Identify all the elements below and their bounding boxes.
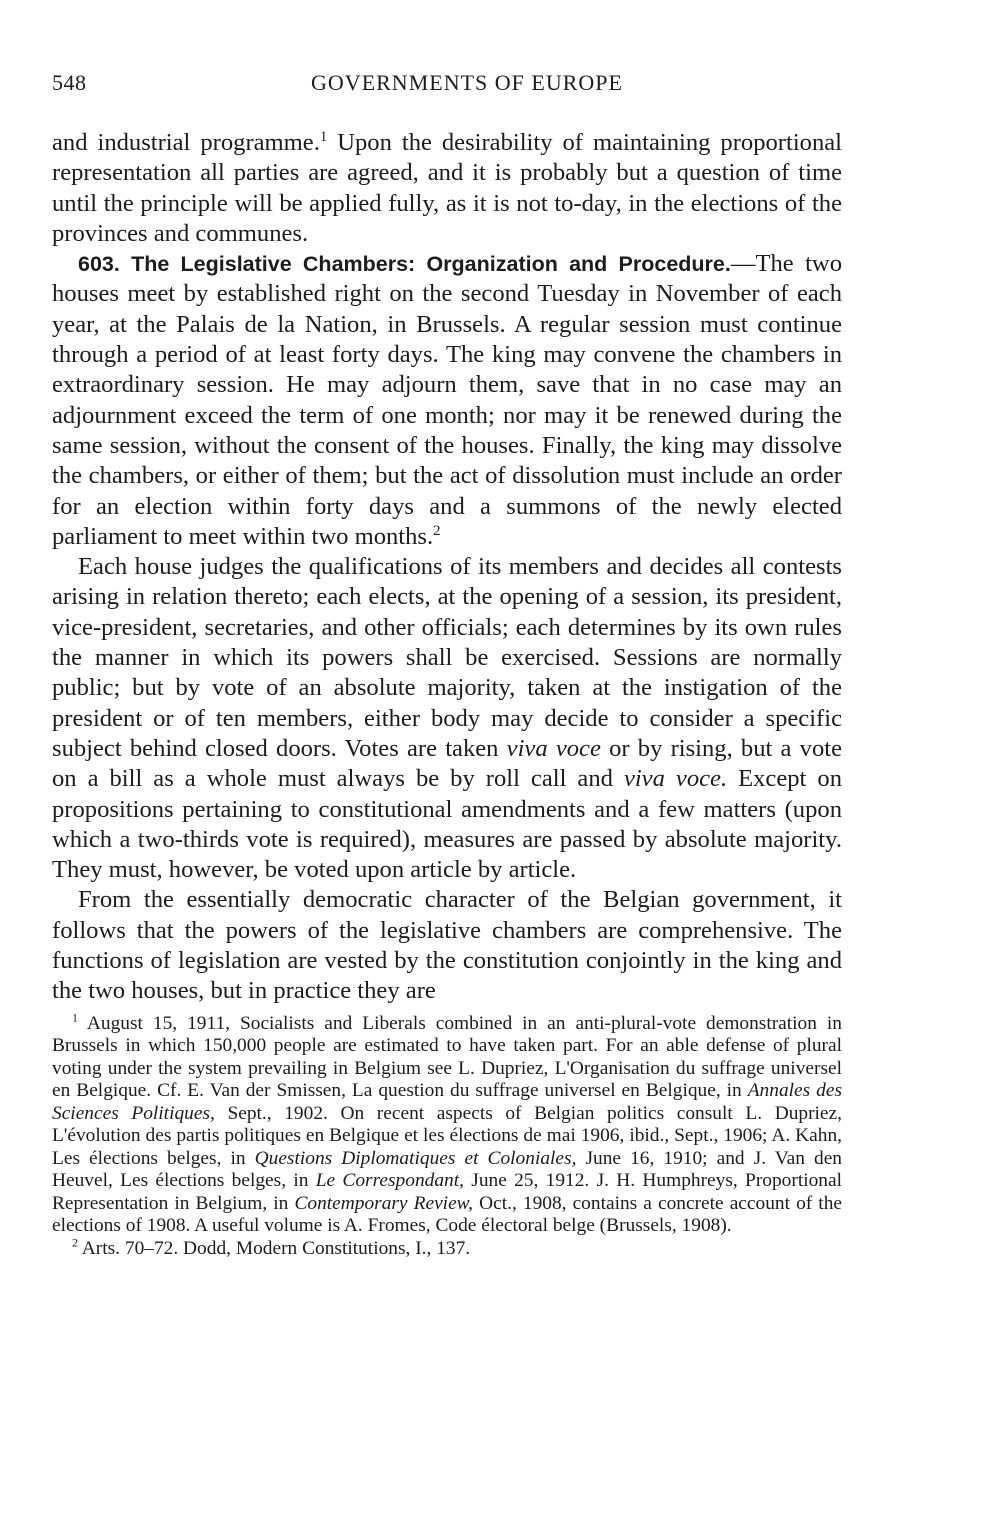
footnote-text: June 16, 1910; and J. Van den Heuvel, Les élections belges, in (52, 1147, 842, 1192)
paragraph-text: From the essentially democratic character of the Belgian government, it follows that the powers of the legislative chambers are comprehensive. The functions of legislation are vested by the constitution conjointly in the king and the two houses, but in practice they are (52, 886, 842, 1005)
footnote-text: August 15, 1911, Socialists and Liberals combined in an anti-plural-vote demonstration in Brussels in which 150,000 people are estimated to have taken part. For an able defense of plural voting under the system prevailing in Belgium see L. Dupriez, L'Organisation du suffrage universel en Belgique. Cf. E. Van der Smissen, La question du suffrage universel en Belgique, in (52, 1012, 842, 1102)
footnote-text: Oct., 1908, contains a concrete account of the elections of 1908. A useful volume is A. Fromes, Code électoral belge (Brussels, 1908). (52, 1192, 842, 1237)
italic-title: Le Correspondant, (315, 1170, 464, 1192)
italic-title: Contemporary Review, (294, 1192, 474, 1214)
page-header (52, 70, 842, 110)
italic-title: Questions Diplomatiques et Coloniales, (254, 1147, 577, 1169)
paragraph-text: Upon the desirability of maintaining proportional representation all parties are agreed, and it is probably but a question of time until the principle will be applied fully, as it is not to-day, in the elections of the provinces and communes. (52, 129, 842, 247)
paragraph-text: Each house judges the qualifications of its members and decides all contests arising in relation thereto; each elects, at the opening of a session, its president, vice-president, secretaries, and other officials; each determines by its own rules the manner in which its powers shall be exercised. Sessions are normally public; but by vote of an absolute majority, taken at the instigation of the president or of ten members, either body may decide to consider a specific subject behind closed doors. Votes are taken (52, 553, 842, 762)
italic-title: Annales des Sciences Politiques, (52, 1080, 842, 1124)
footnote-ref-1: 1 (319, 128, 328, 145)
footnote-text: Arts. 70–72. Dodd, Modern Constitutions, I., 137. (78, 1237, 471, 1259)
paragraph-text: Except on propositions pertaining to constitutional amendments and a few matters (upon which a two-thirds vote is required), measures are passed by absolute majority. They must, however, be voted upon article by article. (52, 765, 842, 884)
running-head: GOVERNMENTS OF EUROPE (311, 70, 623, 95)
footnote-mark: 1 (72, 1010, 79, 1025)
footnote-1 (52, 1010, 842, 1238)
book-page (52, 70, 842, 1260)
paragraph-4 (52, 885, 842, 1006)
paragraph-1 (52, 128, 842, 249)
paragraph-text: or by rising, but a vote on a bill as a whole must always be by roll call and (52, 734, 843, 793)
body-text (52, 128, 842, 1007)
footnote-text: June 25, 1912. J. H. Humphreys, Proportional Representation in Belgium, in (52, 1170, 842, 1214)
footnote-ref-2: 2 (433, 522, 441, 539)
italic-phrase: viva voce (506, 734, 601, 762)
footnotes (52, 1010, 842, 1261)
footnote-2 (52, 1235, 842, 1261)
italic-phrase: viva voce. (623, 765, 728, 793)
paragraph-3 (52, 552, 842, 885)
paragraph-2 (52, 249, 842, 552)
footnote-text: Sept., 1902. On recent aspects of Belgian politics consult L. Dupriez, L'évolution des partis politiques en Belgique et les élections de mai 1906, ibid., Sept., 1906; A. Kahn, Les élections belges, in (52, 1102, 842, 1169)
paragraph-text: and industrial programme. (52, 129, 320, 156)
footnote-mark: 2 (72, 1235, 79, 1250)
page-number: 548 (52, 70, 87, 95)
paragraph-text: —The two houses meet by established right on the second Tuesday in November of each year, at the Palais de la Nation, in Brussels. A regular session must continue through a period of at least forty days. The king may convene the chambers in extraordinary session. He may adjourn them, save that in no case may an adjournment exceed the term of one month; nor may it be renewed during the same session, without the consent of the houses. Finally, the king may dissolve the chambers, or either of them; but the act of dissolution must include an order for an election within forty days and a summons of the newly elected parliament to meet within two months. (52, 250, 842, 550)
section-heading: 603. The Legislative Chambers: Organization and Procedure. (78, 252, 731, 277)
